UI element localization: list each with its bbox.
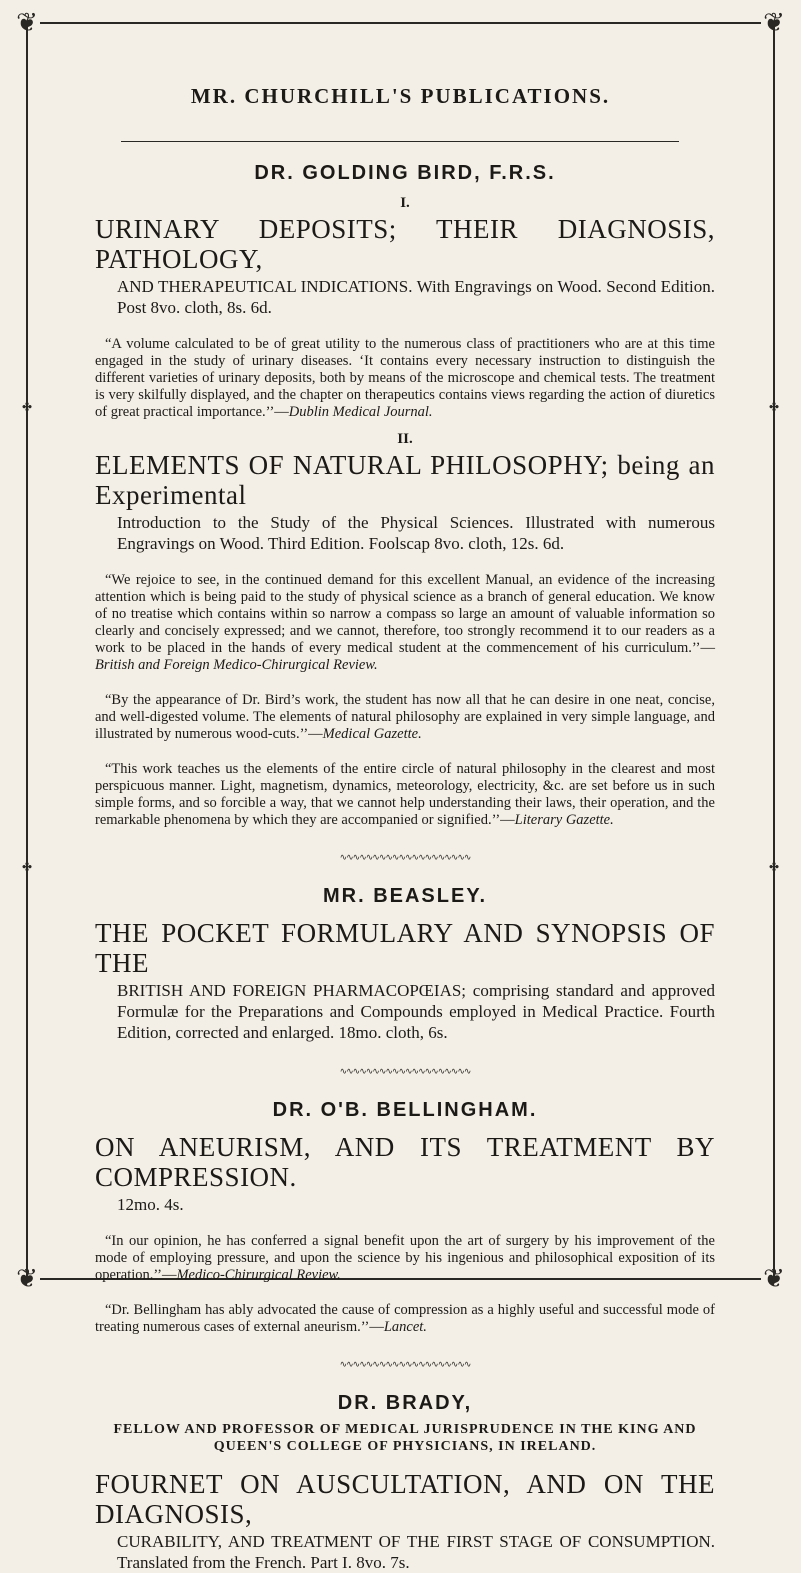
side-ornament-icon: ✤ — [768, 400, 780, 414]
quote-source: Dublin Medical Journal. — [288, 404, 433, 420]
side-ornament-icon: ✤ — [21, 860, 33, 874]
quote-source: Medico-Chirurgical Review. — [176, 1267, 341, 1283]
work-description: CURABILITY, AND TREATMENT OF THE FIRST STAGE OF CONSUMPTION. Translated from the French. Part I. 8vo. 7s. — [117, 1532, 715, 1572]
review-quote — [95, 692, 715, 743]
border-top — [40, 22, 761, 24]
work-numeral: I. — [400, 195, 410, 211]
quote-source: Medical Gazette. — [322, 726, 422, 742]
side-ornament-icon: ✤ — [21, 400, 33, 414]
section-separator: ∿∿∿∿∿∿∿∿∿∿∿∿∿∿∿∿∿∿∿∿ — [339, 1360, 471, 1370]
work-title: ON ANEURISM, AND ITS TREATMENT BY COMPRESSION. — [95, 1132, 715, 1192]
spacer — [95, 1459, 715, 1469]
author-heading: DR. O'B. BELLINGHAM. — [272, 1099, 538, 1121]
quote-source: Literary Gazette. — [514, 812, 614, 828]
quote-source: British and Foreign Medico-Chirurgical Review. — [95, 657, 378, 673]
section-separator: ∿∿∿∿∿∿∿∿∿∿∿∿∿∿∿∿∿∿∿∿ — [339, 1067, 471, 1077]
work-numeral: II. — [397, 431, 413, 447]
author-heading: MR. BEASLEY. — [322, 885, 488, 907]
quote-text: “A volume calculated to be of great utility to the numerous class of practitioners who are at this time engaged in the study of urinary diseases. ‘It contains every necessary instruction to distinguish the different varieties of urinary deposits, both by means of the microscope and chemical tests. The treatment is very skilfully displayed, and the chapter on therapeutics contains views regarding the action of diuretics of great practical importance.’’— — [95, 336, 715, 420]
quote-source: Lancet. — [383, 1319, 427, 1335]
review-quote — [95, 761, 715, 829]
section-separator: ∿∿∿∿∿∿∿∿∿∿∿∿∿∿∿∿∿∿∿∿ — [339, 853, 471, 863]
header-rule — [107, 136, 693, 146]
quote-text: “In our opinion, he has conferred a signal benefit upon the art of surgery by his improvement of the mode of employing pressure, and upon the science by his ingenious and philosophical exposition of its operation.’’— — [95, 1233, 715, 1283]
work-title: FOURNET ON AUSCULTATION, AND ON THE DIAGNOSIS, — [95, 1469, 715, 1529]
work-title: ELEMENTS OF NATURAL PHILOSOPHY; being an Experimental — [95, 450, 715, 510]
work-title: URINARY DEPOSITS; THEIR DIAGNOSIS, PATHOLOGY, — [95, 214, 715, 274]
review-quote — [95, 572, 715, 674]
page-header: MR. CHURCHILL'S PUBLICATIONS. — [190, 84, 611, 108]
side-ornament-icon: ✤ — [768, 860, 780, 874]
work-title: THE POCKET FORMULARY AND SYNOPSIS OF THE — [95, 918, 715, 978]
border-left — [26, 22, 28, 1278]
corner-ornament-icon: ❦ — [16, 8, 38, 38]
review-quote — [95, 336, 715, 421]
border-right — [773, 22, 775, 1278]
work-description: BRITISH AND FOREIGN PHARMACOPŒIAS; comprising standard and approved Formulæ for the Preparations and Compounds employed in Medical Practice. Fourth Edition, corrected and enlarged. 18mo. cloth, 6s. — [117, 981, 715, 1042]
work-description: 12mo. 4s. — [117, 1195, 184, 1214]
quote-text: “Dr. Bellingham has ably advocated the cause of compression as a highly useful and successful mode of treating numerous cases of external aneurism.’’— — [95, 1302, 715, 1335]
quote-text: “By the appearance of Dr. Bird’s work, the student has now all that he can desire in one neat, concise, and well-digested volume. The elements of natural philosophy are explained in very simple language, and illustrated by numerous wood-cuts.’’— — [95, 692, 715, 742]
main-content — [95, 162, 715, 1573]
corner-ornament-icon: ❦ — [763, 1264, 785, 1294]
author-heading: DR. GOLDING BIRD, F.R.S. — [254, 162, 556, 184]
author-heading: DR. BRADY, — [337, 1392, 473, 1414]
quote-text: “This work teaches us the elements of the entire circle of natural philosophy in the clearest and most perspicuous manner. Light, magnetism, dynamics, meteorology, electricity, &c. are set before us in such simple forms, and so forcible a way, that we cannot help understanding their laws, their operation, and the remarkable phenomena by which they are accompanied or signified.’’— — [95, 761, 715, 828]
quote-text: “We rejoice to see, in the continued demand for this excellent Manual, an evidence of the increasing attention which is being paid to the study of physical science as a branch of general education. We know of no treatise which contains within so narrow a compass so large an amount of valuable information so clearly and concisely expressed; and we cannot, therefore, too strongly recommend it to our readers as a work to be placed in the hands of every medical student at the commencement of his curriculum.’’— — [95, 572, 715, 656]
spacer — [95, 1122, 715, 1132]
work-description: Introduction to the Study of the Physical Sciences. Illustrated with numerous Engravings on Wood. Third Edition. Foolscap 8vo. cloth, 12s. 6d. — [117, 513, 715, 553]
spacer — [95, 908, 715, 918]
review-quote — [95, 1233, 715, 1284]
work-description: AND THERAPEUTICAL INDICATIONS. With Engravings on Wood. Second Edition. Post 8vo. cloth, 8s. 6d. — [117, 277, 715, 317]
corner-ornament-icon: ❦ — [16, 1264, 38, 1294]
corner-ornament-icon: ❦ — [763, 8, 785, 38]
author-subtitle: FELLOW AND PROFESSOR OF MEDICAL JURISPRUDENCE IN THE KING AND QUEEN'S COLLEGE OF PHYSICIANS, IN IRELAND. — [113, 1422, 697, 1454]
